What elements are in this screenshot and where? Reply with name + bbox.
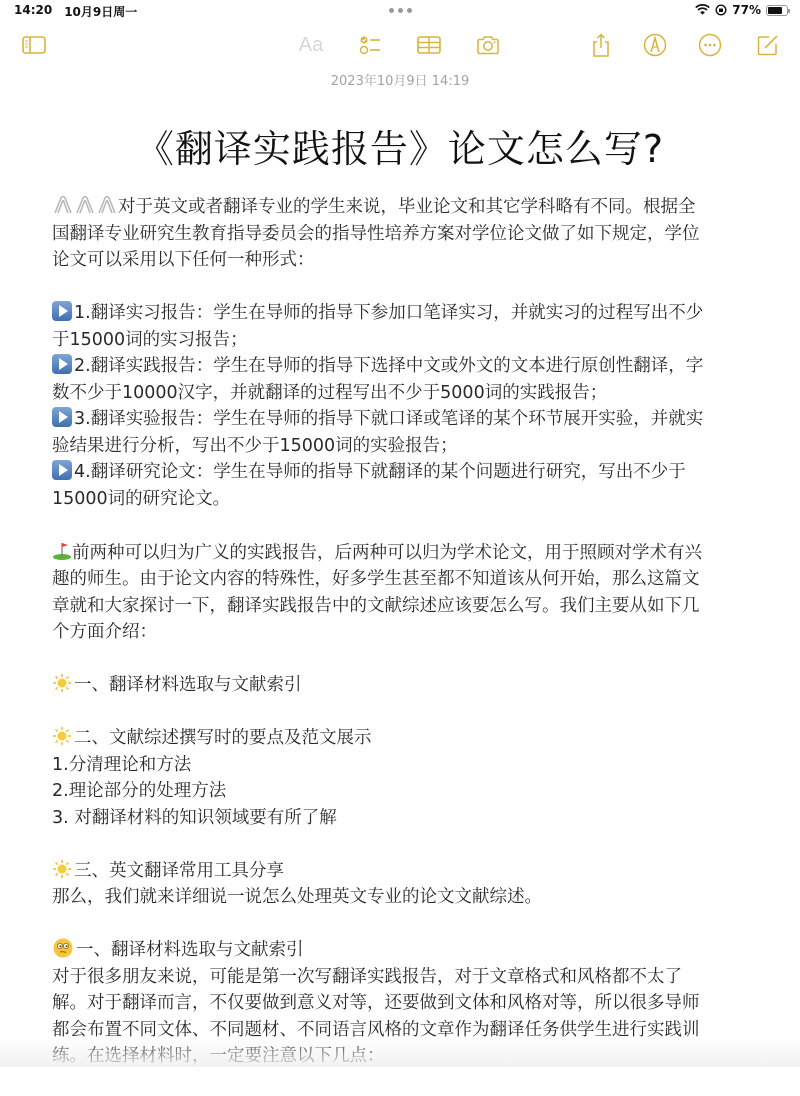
thinking-face-icon [52, 937, 74, 959]
note-title[interactable]: 《翻译实践报告》论文怎么写? [0, 118, 800, 173]
play-button-icon [52, 354, 72, 374]
section-heading-1: 一、翻译材料选取与文献索引 [52, 672, 752, 699]
list-item: 3.翻译实验报告：学生在导师的指导下就口译或笔译的某个环节展开实验，并就实 验结果进行分析，写出不少于15000词的实验报告； [52, 406, 752, 459]
play-button-icon [52, 460, 72, 480]
checklist-icon [357, 32, 383, 58]
markup-button[interactable] [640, 30, 670, 60]
list-item: 4.翻译研究论文：学生在导师的指导下就翻译的某个问题进行研究，写出不少于 15000词的研究论文。 [52, 459, 752, 512]
text-format-icon: Aa [299, 34, 323, 57]
forms-list [52, 300, 752, 512]
compose-icon [755, 32, 781, 58]
paperclip-icon [96, 195, 118, 215]
note-body[interactable] [52, 194, 752, 1096]
table-button[interactable] [414, 30, 444, 60]
detail-section: 一、翻译材料选取与文献索引 对于很多朋友来说，可能是第一次写翻译实践报告，对于文章格式和风格都不太了 解。对于翻译而言，不仅要做到意义对等，还要做到文体和风格对等，所以很多导师 都会布置不同文体、不同题材、不同语言风格的文章作为翻译任务供学生进行实践训 练。在选择材料时，一定要注意以下几点： [52, 937, 752, 1070]
checklist-button[interactable] [355, 30, 385, 60]
share-icon [588, 32, 614, 58]
list-item: 1.分清理论和方法 [52, 752, 752, 779]
sun-icon [52, 673, 72, 693]
list-item: 2.翻译实践报告：学生在导师的指导下选择中文或外文的文本进行原创性翻译，字 数不少于10000汉字，并就翻译的过程写出不少于5000词的实践报告； [52, 353, 752, 406]
sun-icon [52, 726, 72, 746]
section-heading-3: 三、英文翻译常用工具分享 那么，我们就来详细说一说怎么处理英文专业的论文文献综述。 [52, 858, 752, 911]
summary-paragraph: 前两种可以归为广义的实践报告，后两种可以归为学术论文，用于照顾对学术有兴 趣的师生。由于论文内容的特殊性，好多学生甚至都不知道该从何开始，那么这篇文 章就和大家探讨一下，翻译实践报告中的文献综述应该要怎么写。我们主要从如下几 个方面介绍： [52, 539, 752, 646]
notes-toolbar [0, 30, 800, 60]
sidebar-icon [21, 32, 47, 58]
camera-button[interactable] [473, 30, 503, 60]
status-date: 10月9日周一 [64, 3, 137, 20]
paperclip-icon [52, 195, 74, 215]
paperclip-icon [74, 195, 96, 215]
text-format-button[interactable] [296, 30, 326, 60]
play-button-icon [52, 301, 72, 321]
play-button-icon [52, 407, 72, 427]
intro-paragraph: 对于英文或者翻译专业的学生来说，毕业论文和其它学科略有不同。根据全 国翻译专业研究生教育指导委员会的指导性培养方案对学位论文做了如下规定，学位 论文可以采用以下任何一种形式： [52, 194, 752, 274]
battery-percent: 77% [732, 3, 761, 17]
markup-icon [642, 32, 668, 58]
status-bar [0, 0, 800, 22]
orientation-lock-icon [715, 4, 727, 16]
list-item: 2.理论部分的处理方法 [52, 778, 752, 805]
more-icon [697, 32, 723, 58]
list-item: 3. 对翻译材料的知识领域要有所了解 [52, 805, 752, 832]
golf-flag-icon [52, 539, 72, 561]
battery-icon [766, 5, 788, 16]
note-date: 2023年10月9日 14:19 [0, 70, 800, 89]
share-button[interactable] [586, 30, 616, 60]
bottom-fade [0, 1037, 800, 1067]
section-heading-2: 二、文献综述撰写时的要点及范文展示 1.分清理论和方法 2.理论部分的处理方法 3. 对翻译材料的知识领域要有所了解 [52, 725, 752, 831]
sidebar-toggle-button[interactable] [19, 30, 49, 60]
camera-icon [475, 32, 501, 58]
sun-icon [52, 859, 72, 879]
status-time: 14:20 [14, 3, 52, 20]
table-icon [416, 32, 442, 58]
list-item: 1.翻译实习报告：学生在导师的指导下参加口笔译实习，并就实习的过程写出不少 于15000词的实习报告； [52, 300, 752, 353]
wifi-icon [695, 4, 710, 16]
compose-button[interactable] [753, 30, 783, 60]
more-options-button[interactable] [695, 30, 725, 60]
multitasking-dots-icon[interactable] [389, 8, 412, 13]
